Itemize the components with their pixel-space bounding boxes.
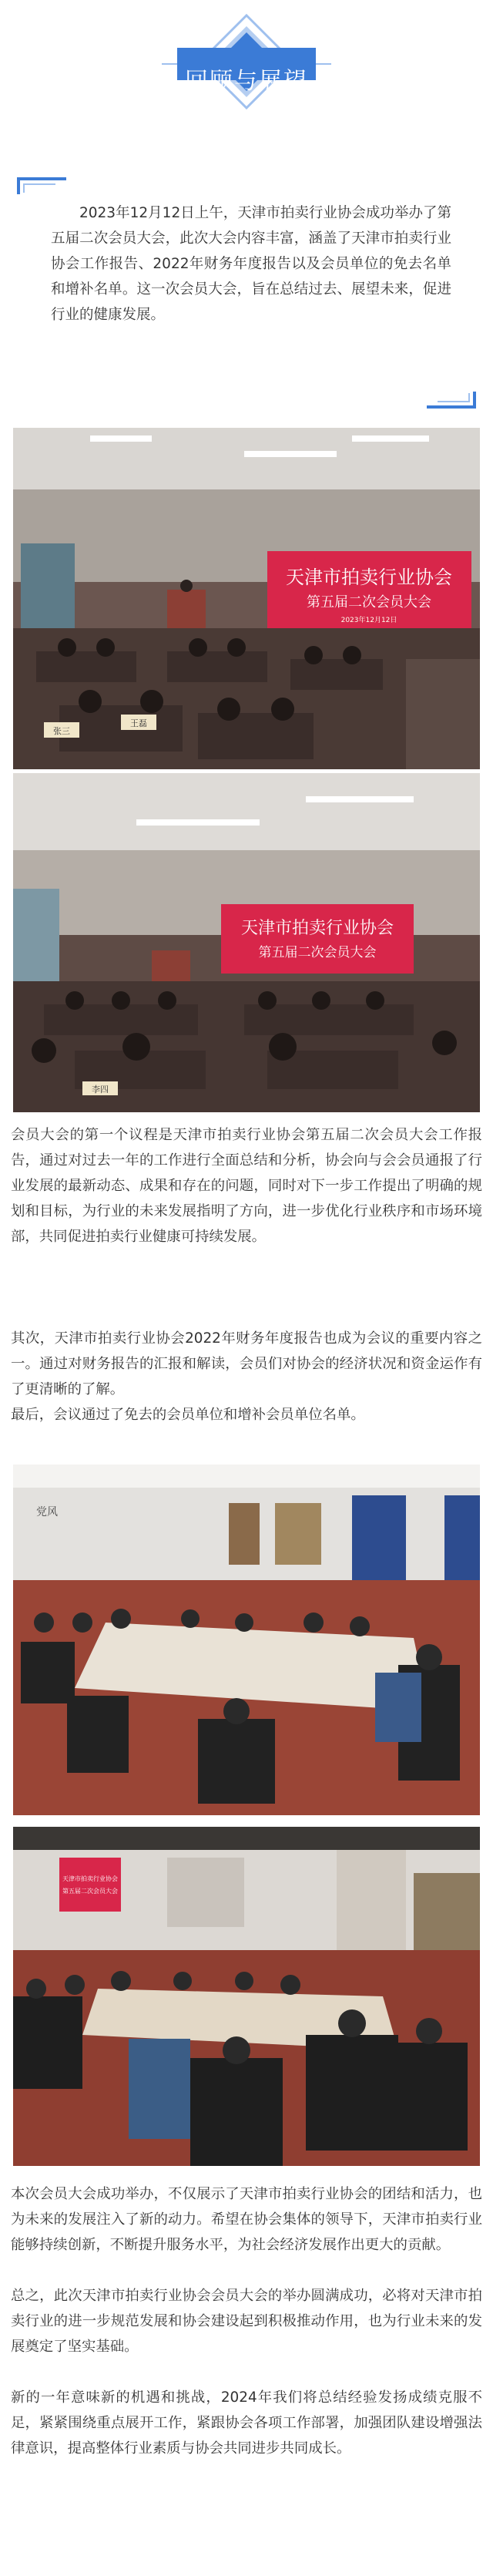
nameplate: 李四 [92,1085,109,1095]
body-paragraph: 本次会员大会成功举办，不仅展示了天津市拍卖行业协会的团结和活力，也为未来的发展注入了新的动力。希望在协会集体的领导下，天津市拍卖行业能够持续创新，不断提升服务水平，为社会经济发展作出更大的贡献。 [11,2186,482,2253]
meeting-photo-2 [13,773,480,1112]
nameplate: 张三 [53,726,70,736]
page-title: 回顾与展望 [185,68,308,95]
corner-decoration-icon [23,183,55,193]
banner-date: 2023年12月12日 [340,617,397,624]
body-paragraph: 其次，天津市拍卖行业协会2022年财务年度报告也成为会议的重要内容之一。通过对财务报告的汇报和解读，会员们对协会的经济状况和资金运作有了更清晰的了解。 [11,1330,482,1397]
intro-paragraph: 2023年12月12日上午，天津市拍卖行业协会成功举办了第五届二次会员大会，此次大会内容丰富，涵盖了天津市拍卖行业协会工作报告、2022年财务年度报告以及会员单位的免去名单和增补名单。这一次会员大会，旨在总结过去、展望未来，促进行业的健康发展。 [51,205,451,323]
meeting-photo-4 [13,1827,480,2166]
meeting-photo-1 [13,428,480,769]
screen-line-1: 天津市拍卖行业协会 [62,1875,118,1882]
section-header [0,0,493,154]
body-paragraph: 新的一年意味新的机遇和挑战，2024年我们将总结经验发扬成绩克服不足，紧紧围绕重点展开工作，紧跟协会各项工作部署，加强团队建设增强法律意识，提高整体行业素质与协会共同进步共同成长。 [11,2389,482,2457]
body-paragraph: 会员大会的第一个议程是天津市拍卖行业协会第五届二次会员大会工作报告，通过对过去一年的工作进行全面总结和分析，协会向与会会员通报了行业发展的最新动态、成果和存在的问题，同时对下一步工作提出了明确的规划和目标，为行业的未来发展指明了方向，进一步优化行业秩序和市场环境部，共同促进拍卖行业健康可持续发展。 [11,1127,482,1245]
body-paragraph: 总之，此次天津市拍卖行业协会会员大会的举办圆满成功，必将对天津市拍卖行业的进一步规范发展和协会建设起到积极推动作用，也为行业未来的发展奠定了坚实基础。 [11,2288,482,2355]
intro-card [17,177,476,409]
corner-decoration-icon [438,393,470,402]
banner-title: 天津市拍卖行业协会 [240,919,394,938]
banner-subtitle: 第五届二次会员大会 [258,945,377,960]
wall-sign: 党风 [36,1506,58,1518]
nameplate: 王磊 [130,718,147,728]
body-paragraph: 最后，会议通过了免去的会员单位和增补会员单位名单。 [11,1407,365,1423]
banner-subtitle: 第五届二次会员大会 [307,594,431,610]
screen-line-2: 第五届二次会员大会 [62,1888,118,1895]
banner-title: 天津市拍卖行业协会 [286,567,452,588]
meeting-photo-3 [13,1465,480,1815]
